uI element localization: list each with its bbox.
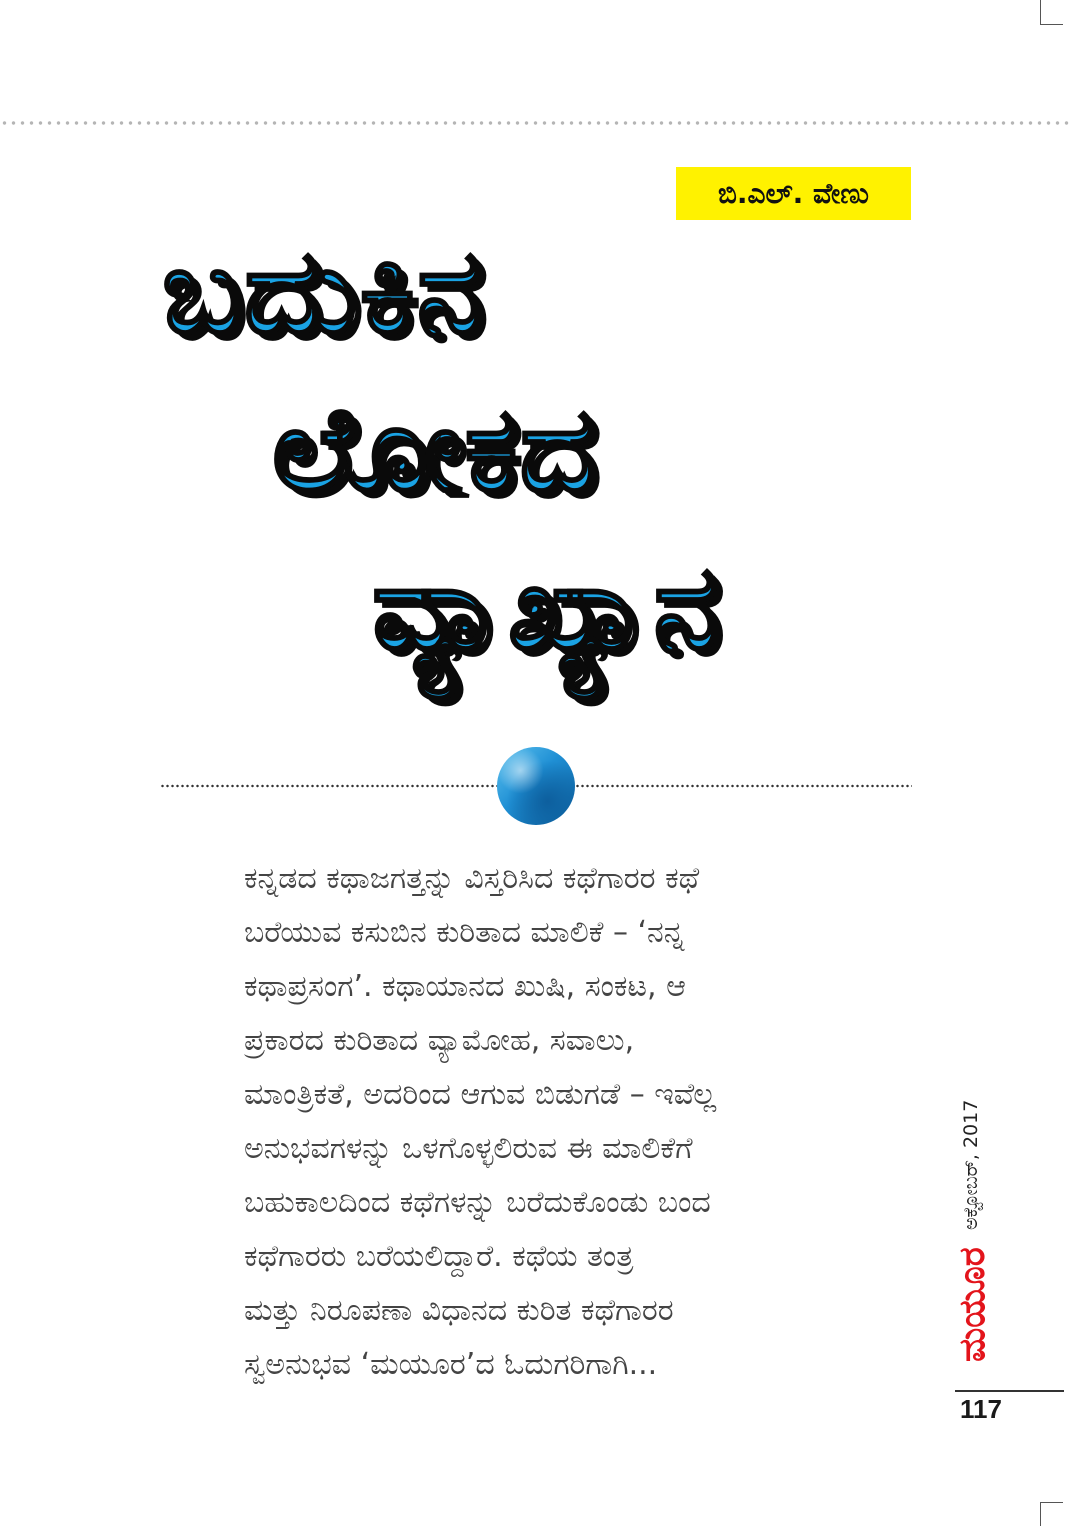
crop-mark-top [1040, 0, 1063, 25]
intro-line: ಕಥಾಪ್ರಸಂಗ’. ಕಥಾಯಾನದ ಖುಷಿ, ಸಂಕಟ, ಆ [244, 969, 686, 1004]
intro-line: ಕನ್ನಡದ ಕಥಾಜಗತ್ತನ್ನು ವಿಸ್ತರಿಸಿದ ಕಥೆಗಾರರ ಕಥೆ [244, 861, 700, 896]
author-byline [676, 167, 911, 220]
intro-line: ಅನುಭವಗಳನ್ನು ಒಳಗೊಳ್ಳಲಿರುವ ಈ ಮಾಲಿಕೆಗೆ [244, 1131, 693, 1166]
page-number: 117 [960, 1394, 1002, 1424]
intro-line: ಕಥೆಗಾರರು ಬರೆಯಲಿದ್ದಾರೆ. ಕಥೆಯ ತಂತ್ರ [244, 1239, 634, 1274]
intro-line: ಮತ್ತು ನಿರೂಪಣಾ ವಿಧಾನದ ಕುರಿತ ಕಥೆಗಾರರ [244, 1293, 674, 1328]
issue-date: ಅಕ್ಟೋಬರ್, 2017 [960, 1099, 982, 1230]
top-dotted-divider [0, 120, 1072, 126]
intro-line: ಬರೆಯುವ ಕಸುಬಿನ ಕುರಿತಾದ ಮಾಲಿಕೆ – ‘ನನ್ನ [244, 915, 685, 950]
crop-mark-bottom [1040, 1502, 1063, 1526]
blue-orb-ornament [497, 747, 575, 825]
intro-line: ಮಾಂತ್ರಿಕತೆ, ಅದರಿಂದ ಆಗುವ ಬಿಡುಗಡೆ – ಇವೆಲ್ಲ [244, 1077, 717, 1112]
intro-line: ಪ್ರಕಾರದ ಕುರಿತಾದ ವ್ಯಾಮೋಹ, ಸವಾಲು, [244, 1023, 635, 1058]
title-line-1: ಬದುಕಿನ [162, 222, 485, 360]
intro-paragraph [244, 852, 844, 1392]
author-name: ಬಿ.ಎಲ್. ವೇಣು [718, 176, 869, 210]
intro-line: ಸ್ವಅನುಭವ ‘ಮಯೂರ’ದ ಓದುಗರಿಗಾಗಿ... [244, 1347, 658, 1382]
page-number-rule [955, 1390, 1064, 1392]
intro-line: ಬಹುಕಾಲದಿಂದ ಕಥೆಗಳನ್ನು ಬರೆದುಕೊಂಡು ಬಂದ [244, 1185, 711, 1220]
magazine-logo: ಮಯೂರ [952, 1247, 993, 1362]
title-line-2: ಲೋಕದ [272, 380, 598, 518]
title-line-3: ವ್ಯಾಖ್ಯಾನ [372, 538, 722, 676]
